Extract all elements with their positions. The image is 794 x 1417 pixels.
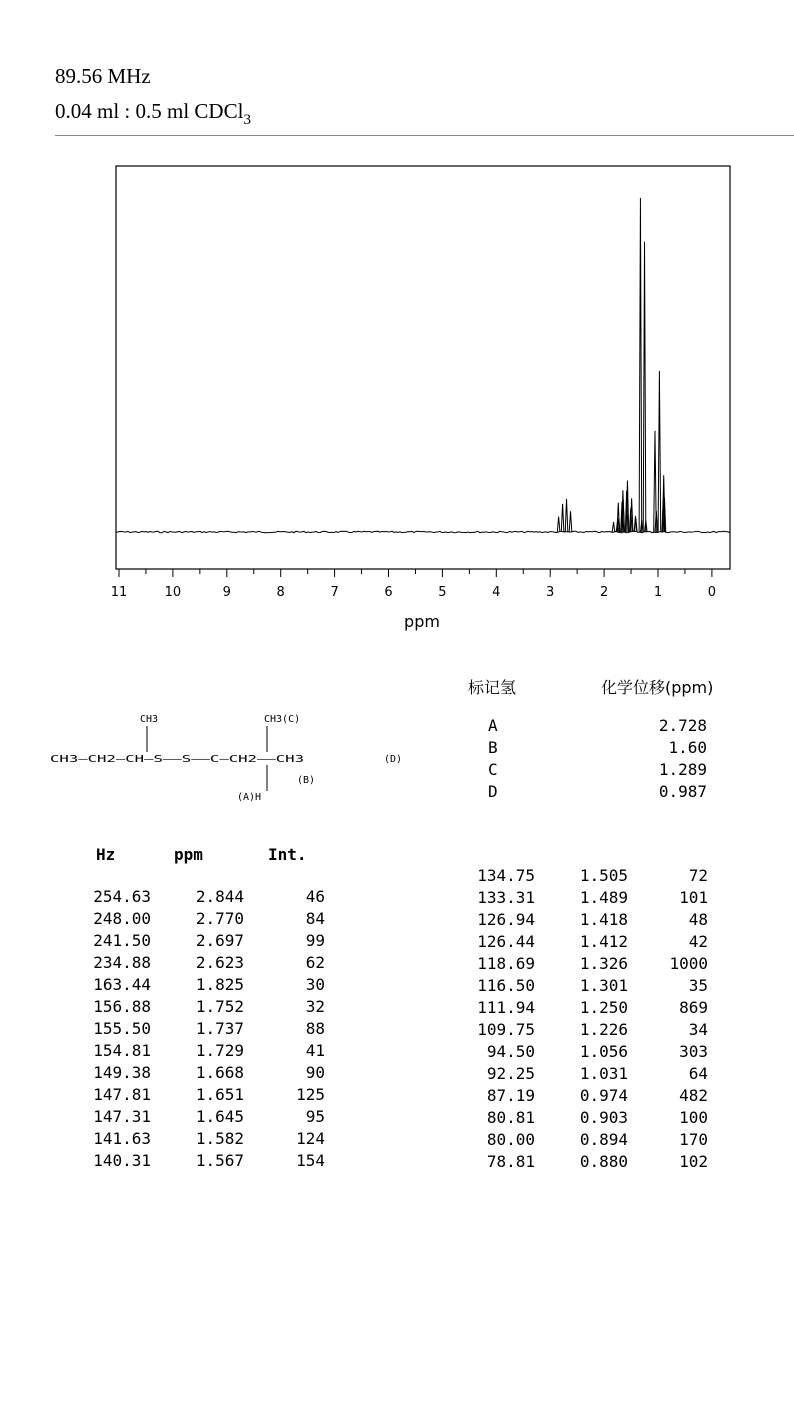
spectrometer-frequency: 89.56 MHz <box>55 64 151 88</box>
spectrum-peak <box>565 499 568 532</box>
spectrum-peaks <box>557 198 665 532</box>
x-tick-label: 9 <box>222 585 231 600</box>
peak-table-cell: 1.418 <box>579 910 628 929</box>
peak-table-cell: 1.056 <box>579 1042 628 1061</box>
x-tick-label: 6 <box>384 585 393 600</box>
x-tick-label: 5 <box>438 585 447 600</box>
peak-table-cell: 1.668 <box>195 1063 244 1082</box>
spectrum-peak <box>612 522 615 532</box>
peak-table-cell: 154 <box>296 1151 325 1170</box>
peak-table-cell: 126.94 <box>477 910 535 929</box>
peak-table-cell: 1.737 <box>195 1019 244 1038</box>
peak-table-cell: 2.770 <box>195 909 244 928</box>
peak-table-cell: 163.44 <box>93 975 151 994</box>
peak-table-cell: 140.31 <box>93 1151 151 1170</box>
peak-table-header-int: Int. <box>268 845 307 864</box>
peak-table-cell: 102 <box>679 1152 708 1171</box>
x-tick-label: 11 <box>110 585 128 600</box>
peak-table-cell: 134.75 <box>477 866 535 885</box>
x-tick-label: 2 <box>599 585 609 600</box>
x-tick-label: 3 <box>546 585 555 600</box>
peak-table-cell: 2.697 <box>195 931 244 950</box>
peak-table-cell: 78.81 <box>486 1152 535 1171</box>
peak-table-cell: 118.69 <box>477 954 535 973</box>
peak-table-cell: 1.250 <box>579 998 628 1017</box>
assignment-label: C <box>488 760 498 779</box>
peak-table-cell: 1.489 <box>579 888 628 907</box>
spectrum-peak <box>557 517 560 532</box>
peak-table-cell: 1.645 <box>195 1107 244 1126</box>
x-tick-label: 8 <box>276 585 285 600</box>
peak-table-cell: 303 <box>679 1042 708 1061</box>
nmr-spectrum-chart <box>0 0 794 640</box>
x-axis-label: ppm <box>404 612 440 631</box>
molecular-structure <box>40 705 420 805</box>
assignment-label: D <box>488 782 498 801</box>
peak-table-cell: 1000 <box>669 954 708 973</box>
peak-table-cell: 1.226 <box>579 1020 628 1039</box>
peak-table-cell: 35 <box>688 976 708 995</box>
peak-table-cell: 147.81 <box>93 1085 151 1104</box>
spectrum-peak <box>639 198 642 532</box>
peak-table-cell: 2.623 <box>195 953 244 972</box>
peak-table-cell: 1.326 <box>579 954 628 973</box>
peak-table-cell: 154.81 <box>93 1041 151 1060</box>
peak-table-cell: 147.31 <box>93 1107 151 1126</box>
peak-table-cell: 1.031 <box>579 1064 628 1083</box>
assignment-header-shift: 化学位移(ppm) <box>601 678 714 697</box>
peak-table-cell: 46 <box>305 887 325 906</box>
peak-table-cell: 30 <box>305 975 325 994</box>
peak-table-cell: 48 <box>688 910 708 929</box>
x-tick-label: 1 <box>653 585 663 600</box>
main-chain: CH3—CH2—CH—S——S——C—CH2——CH3 <box>50 754 304 765</box>
assignment-header-label: 标记氢 <box>468 678 517 697</box>
peak-table-cell: 80.00 <box>486 1130 535 1149</box>
peak-table-cell: 92.25 <box>486 1064 535 1083</box>
sample-subscript: 3 <box>243 112 251 128</box>
peak-table-cell: 0.894 <box>579 1130 628 1149</box>
peak-table-cell: 124 <box>296 1129 325 1148</box>
peak-table-cell: 156.88 <box>93 997 151 1016</box>
peak-table-header-ppm: ppm <box>174 845 203 864</box>
peak-table-cell: 126.44 <box>477 932 535 951</box>
peak-table-cell: 1.301 <box>579 976 628 995</box>
peak-table-cell: 0.880 <box>579 1152 628 1171</box>
peak-table-cell: 42 <box>688 932 708 951</box>
x-axis-ticks <box>119 569 712 577</box>
peak-table-cell: 100 <box>679 1108 708 1127</box>
x-tick-label: 0 <box>707 585 717 600</box>
peak-table-cell: 1.412 <box>579 932 628 951</box>
peak-table-cell: 1.651 <box>195 1085 244 1104</box>
x-axis-tick-labels <box>111 585 716 600</box>
assignment-label: B <box>488 738 498 757</box>
peak-table-cell: 64 <box>688 1064 708 1083</box>
peak-table-cell: 125 <box>296 1085 325 1104</box>
peak-table-cell: 0.974 <box>579 1086 628 1105</box>
peak-table-cell: 1.729 <box>195 1041 244 1060</box>
spectrum-peak <box>658 371 661 532</box>
peak-table-cell: 116.50 <box>477 976 535 995</box>
peak-table-cell: 34 <box>688 1020 708 1039</box>
peak-table-cell: 1.825 <box>195 975 244 994</box>
peak-table-cell: 109.75 <box>477 1020 535 1039</box>
peak-table-cell: 62 <box>305 953 325 972</box>
spectrum-peak <box>643 242 646 532</box>
spectrum-peak <box>569 511 572 532</box>
label-d: (D) <box>384 754 403 765</box>
peak-table-cell: 72 <box>688 866 708 885</box>
label-a-hydrogen: (A)H <box>237 792 262 803</box>
x-tick-label: 4 <box>492 585 501 600</box>
peak-table-cell: 869 <box>679 998 708 1017</box>
peak-table-cell: 1.567 <box>195 1151 244 1170</box>
assignment-shift: 2.728 <box>658 716 707 735</box>
peak-table-cell: 32 <box>305 997 325 1016</box>
x-tick-label: 10 <box>164 585 182 600</box>
peak-table-cell: 111.94 <box>477 998 535 1017</box>
peak-table-cell: 90 <box>305 1063 325 1082</box>
peak-table-cell: 84 <box>305 909 325 928</box>
spectrum-peak <box>561 504 564 532</box>
methyl-branch-c: CH3(C) <box>264 714 301 725</box>
peak-table-cell: 241.50 <box>93 931 151 950</box>
peak-table-cell: 141.63 <box>93 1129 151 1148</box>
peak-table-cell: 155.50 <box>93 1019 151 1038</box>
sample-text: 0.04 ml : 0.5 ml CDCl <box>55 99 244 123</box>
peak-table-cell: 254.63 <box>93 887 151 906</box>
peak-table-cell: 2.844 <box>195 887 244 906</box>
peak-table-cell: 1.582 <box>195 1129 244 1148</box>
peak-table-cell: 133.31 <box>477 888 535 907</box>
peak-table-cell: 0.903 <box>579 1108 628 1127</box>
peak-table-cell: 1.752 <box>195 997 244 1016</box>
peak-table-cell: 248.00 <box>93 909 151 928</box>
label-b: (B) <box>297 775 316 786</box>
peak-table-header-hz: Hz <box>96 845 116 864</box>
peak-table-cell: 95 <box>305 1107 325 1126</box>
peak-table-cell: 99 <box>305 931 325 950</box>
peak-table-cell: 41 <box>305 1041 325 1060</box>
methyl-branch-left: CH3 <box>140 714 159 725</box>
peak-table-cell: 482 <box>679 1086 708 1105</box>
peak-table-cell: 101 <box>679 888 708 907</box>
peak-table-cell: 88 <box>305 1019 325 1038</box>
assignment-label: A <box>488 716 498 735</box>
spectrum-baseline <box>116 531 730 533</box>
x-tick-label: 7 <box>330 585 339 600</box>
assignment-shift: 1.289 <box>658 760 707 779</box>
peak-table-cell: 234.88 <box>93 953 151 972</box>
peak-table-cell: 80.81 <box>486 1108 535 1127</box>
peak-table-cell: 87.19 <box>486 1086 535 1105</box>
assignment-shift: 0.987 <box>658 782 707 801</box>
peak-table-cell: 94.50 <box>486 1042 535 1061</box>
peak-table-cell: 1.505 <box>579 866 628 885</box>
peak-table-cell: 149.38 <box>93 1063 151 1082</box>
peak-table-cell: 170 <box>679 1130 708 1149</box>
plot-frame <box>116 166 730 569</box>
assignment-shift: 1.60 <box>668 738 707 757</box>
